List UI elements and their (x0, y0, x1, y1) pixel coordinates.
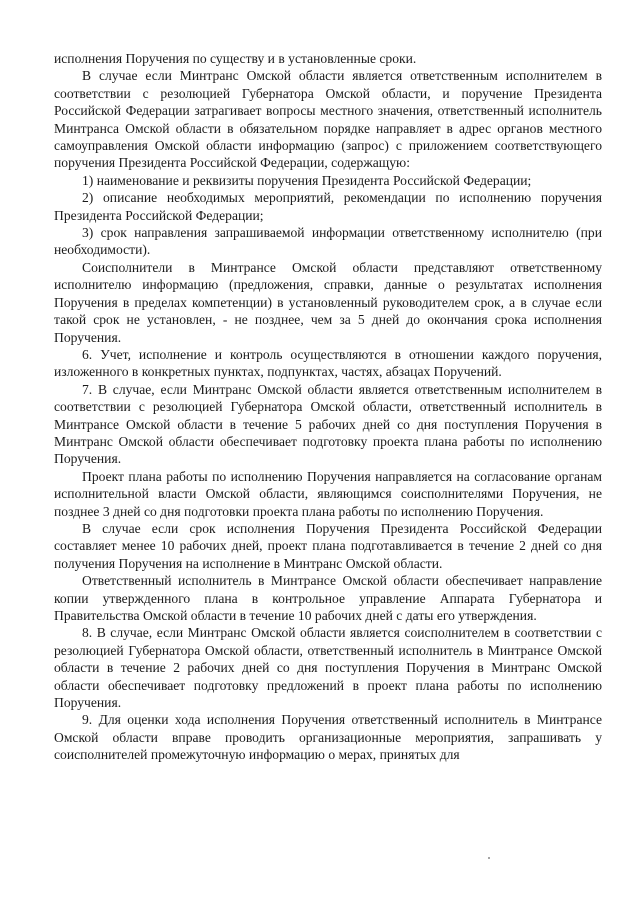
paragraph-plan-copy: Ответственный исполнитель в Минтрансе Омской области обеспечивает направление копии утвержденного плана в контрольное управление Аппарата Губернатора и Правительства Омской области в течение 10 рабочих дней с даты его утверждения. (54, 573, 602, 623)
paragraph-continuation: исполнения Поручения по существу и в установленные сроки. (54, 51, 417, 66)
paragraph-item-8: 8. В случае, если Минтранс Омской области является соисполнителем в соответствии с резолюцией Губернатора Омской области, ответственный исполнитель в Минтрансе Омской области в течение 2 рабочих дней со дня поступления Поручения в Минтранс Омской области обеспечивает подготовку предложений в проект плана работы по исполнению Поручения. (54, 625, 602, 711)
paragraph-item-6: 6. Учет, исполнение и контроль осуществляются в отношении каждого поручения, изложенного в конкретных пунктах, подпунктах, частях, абзацах Поручений. (54, 346, 602, 380)
list-item-3: 3) срок направления запрашиваемой информации ответственному исполнителю (при необходимости). (54, 225, 602, 258)
paragraph-item-9: 9. Для оценки хода исполнения Поручения ответственный исполнитель в Минтрансе Омской области вправе проводить организационные мероприятия, запрашивать у соисполнителей промежуточную информацию о мерах, принятых для (54, 712, 602, 763)
paragraph-item-7: 7. В случае, если Минтранс Омской области является ответственным исполнителем в соответствии с резолюцией Губернатора Омской области, ответственный исполнитель в Минтрансе Омской области в течение 5 рабочих дней со дня поступления Поручения в Минтранс Омской области обеспечивает подготовку проекта плана работы по исполнению Поручения. (54, 381, 602, 467)
scan-speck (488, 857, 490, 859)
paragraph-short-deadline: В случае если срок исполнения Поручения Президента Российской Федерации составляет менее 10 рабочих дней, проект плана подготавливается в течение 2 дней со дня получения Поручения на исполнение в Минтранс Омской области. (54, 520, 602, 571)
paragraph-local-significance: В случае если Минтранс Омской области является ответственным исполнителем в соответствии с резолюцией Губернатора Омской области, и поручение Президента Российской Федерации затрагивает вопросы местного значения, ответственный исполнитель Минтранса Омской области в обязательном порядке направляет в адрес органов местного самоуправления Омской области информацию (запрос) с приложением соответствующего поручения Президента Российской Федерации, содержащую: (54, 68, 602, 171)
paragraph-coexecutors: Соисполнители в Минтрансе Омской области представляют ответственному исполнителю информацию (предложения, справки, данные о результатах исполнения Поручения в пределах компетенции) в установленный руководителем срок, а в случае если такой срок не установлен, - не позднее, чем за 5 дней до окончания срока исполнения Поручения. (54, 259, 602, 345)
list-item-1: 1) наименование и реквизиты поручения Президента Российской Федерации; (82, 172, 532, 188)
paragraph-draft-plan: Проект плана работы по исполнению Поручения направляется на согласование органам исполнительной власти Омской области, являющимся соисполнителями Поручения, не позднее 3 дней со дня подготовки проекта плана работы по исполнению Поручения. (54, 468, 602, 519)
list-item-2: 2) описание необходимых мероприятий, рекомендации по исполнению поручения Президента Российской Федерации; (54, 190, 602, 223)
